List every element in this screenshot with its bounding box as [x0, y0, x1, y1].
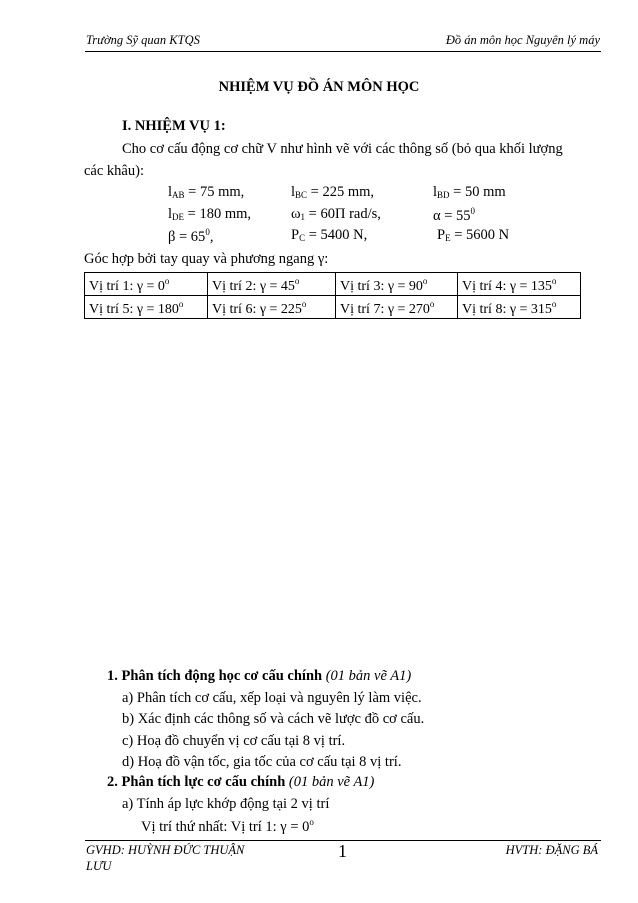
- footer-student: HVTH: ĐẶNG BÁ: [505, 843, 598, 857]
- table-row: [85, 296, 581, 319]
- footer-advisor: GVHD: HUỲNH ĐỨC THUẬN: [86, 843, 245, 857]
- angle-caption: Góc hợp bởi tay quay và phương ngang γ:: [84, 251, 329, 267]
- table-row: [85, 273, 581, 296]
- param-pc: $P_C = 5400$ N,: [291, 227, 368, 243]
- header-school: Trường Sỹ quan KTQS: [86, 33, 200, 47]
- param-alpha: $\alpha = 55^0$: [433, 206, 476, 224]
- task1-b: b) Xác định các thông số và cách vẽ lược đồ cơ cấu.: [122, 711, 425, 727]
- param-lde: $l_{DE} = 180$ mm,: [168, 206, 252, 222]
- position-cell: Vị trí 4: $\gamma = 135^o$: [458, 273, 581, 296]
- intro-line1: Cho cơ cấu động cơ chữ V như hình vẽ với các thông số (bỏ qua khối lượng: [122, 141, 563, 157]
- position-cell: Vị trí 2: $\gamma = 45^o$: [208, 273, 336, 296]
- footer-advisor-line2: LƯU: [86, 859, 112, 873]
- position-cell: Vị trí 7: $\gamma = 270^o$: [336, 296, 458, 319]
- position-cell: Vị trí 6: $\gamma = 225^o$: [208, 296, 336, 319]
- page-title: NHIỆM VỤ ĐỒ ÁN MÔN HỌC: [218, 79, 420, 95]
- task1-d: d) Hoạ đồ vận tốc, gia tốc của cơ cấu tại 8 vị trí.: [122, 754, 402, 770]
- position-cell: Vị trí 1: $\gamma = 0^o$: [85, 273, 208, 296]
- task1-c: c) Hoạ đồ chuyển vị cơ cấu tại 8 vị trí.: [122, 733, 346, 749]
- task2-pos1: Vị trí thứ nhất: Vị trí 1: $\gamma = 0^o$: [141, 817, 314, 835]
- positions-table: [84, 272, 581, 319]
- section1-heading: I. NHIỆM VỤ 1:: [122, 118, 226, 134]
- param-omega1: $\omega_1 = 60\Pi$ rad/s,: [291, 206, 381, 222]
- page-number: 1: [338, 841, 347, 861]
- intro-line2: các khâu):: [84, 163, 144, 179]
- position-cell: Vị trí 8: $\gamma = 315^o$: [458, 296, 581, 319]
- header-course: Đồ án môn học Nguyên lý máy: [445, 33, 600, 47]
- param-pe: $P_E = 5600$ N: [437, 227, 510, 243]
- param-lbd: $l_{BD} = 50$ mm: [433, 184, 506, 200]
- header-rule: [85, 51, 601, 52]
- param-lab: $l_{AB} = 75$ mm,: [168, 184, 245, 200]
- position-cell: Vị trí 3: $\gamma = 90^o$: [336, 273, 458, 296]
- task2-heading: 2. Phân tích lực cơ cấu chính (01 bản vẽ A1): [107, 774, 375, 790]
- position-cell: Vị trí 5: $\gamma = 180^o$: [85, 296, 208, 319]
- task2-a: a) Tính áp lực khớp động tại 2 vị trí: [122, 796, 330, 812]
- task1-heading: 1. Phân tích động học cơ cấu chính (01 bản vẽ A1): [107, 668, 412, 684]
- param-lbc: $l_{BC} = 225$ mm,: [291, 184, 375, 200]
- task1-a: a) Phân tích cơ cấu, xếp loại và nguyên lý làm việc.: [122, 690, 422, 706]
- param-beta: $\beta = 65^0$,: [168, 227, 214, 245]
